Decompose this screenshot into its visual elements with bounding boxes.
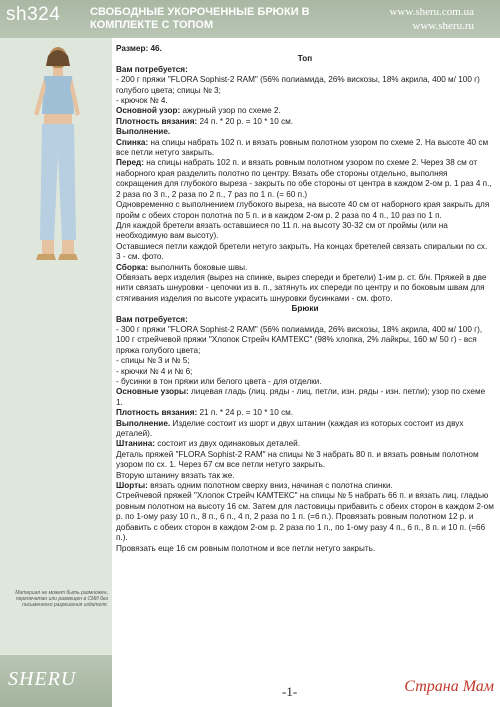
density-text: 24 п. * 20 р. = 10 * 10 см.: [197, 116, 294, 126]
front-text: на спицы набрать 102 п. и вязать ровным полотном узором по схеме 2. Через 38 см от наборного края разделить полотно по центру. Вязать обе стороны отдельно, выполняя сокращения для глубокого выреза - закрыть по обе стороны от центра в каждом 2-ом р. 1 раз 4 п., 2 раза по 3 п., 2 раза по 2 п., 7 раз по 1 п. (= 60 п.): [116, 158, 492, 199]
pants-patterns-label: Основные узоры:: [116, 387, 189, 397]
front-paragraph-2: Одновременно с выполнением глубокого выреза, на высоте 40 см от наборного края закрыть для пройм с обеих сторон полотна по 5 п. и в каждом 2-ом р. 2 раза по 4 п., 10 раз по 1 п.: [116, 200, 490, 220]
shorts-paragraph-2: Стрейчевой пряжей "Хлопок Стрейч КАМТЕКС" на спицы № 5 набрать 66 п. и вязать лиц. гладью ровным полотном на высоту 16 см. Затем для ластовицы прибавить с обеих сторон в каждом 2-ом р. по 1-ому разу 10 п., 8 п., 6 п., 4 п, 2 раза по 1 п. (=6 п.). Провязать ровным полотном 12 р. и добавить с обеих сторон в каждом 2-ом р. 2 раза по 1 п., по 1-ому разу 4 п., 6 п., 8 п. и 10 п. (=66 п.).: [116, 491, 494, 543]
assembly-label: Сборка:: [116, 262, 149, 272]
top-material-1: - 200 г пряжи "FLORA Sophist-2 RAM" (56% полиамида, 26% вискозы, 18% акрила, 400 м/ 100 г) голубого цвета; спицы № 3;: [116, 75, 480, 95]
pants-exec-label: Выполнение.: [116, 418, 171, 428]
main-pattern-line: [116, 106, 494, 116]
top-materials-label: Вам потребуется:: [116, 64, 188, 74]
size-line: Размер: 46.: [116, 44, 162, 53]
assembly-text: выполнить боковые швы.: [148, 262, 248, 272]
pants-heading: Брюки: [291, 304, 319, 314]
pants-density-label: Плотность вязания:: [116, 408, 198, 418]
pants-materials-label: Вам потребуется:: [116, 314, 188, 324]
shorts-text: вязать одним полотном сверху вниз, начиная с полотна спинки.: [147, 481, 393, 491]
pattern-instructions: [116, 44, 494, 554]
straps-paragraph: Для каждой бретели вязать оставшиеся по 11 п. на высоту 30-32 см от проймы (или на необходимую вам высоту).: [116, 220, 448, 241]
front-paragraph: [116, 158, 494, 200]
execution-heading: Выполнение.: [116, 127, 171, 137]
main-pattern-text: ажурный узор по схеме 2.: [180, 106, 281, 116]
pants-patterns-text: лицевая гладь (лиц. ряды - лиц. петли, изн. ряды - изн. петли); узор по схеме 1.: [116, 387, 486, 407]
shorts-label: Шорты:: [116, 481, 148, 491]
title-line-2: КОМПЛЕКТЕ С ТОПОМ: [90, 19, 214, 31]
pants-patterns-line: [116, 387, 494, 408]
back-text: на спицы набрать 102 п. и вязать ровным полотном узором по схеме 2. На высоте 40 см все петли нетугo закрыть.: [116, 137, 489, 158]
shorts-paragraph-3: Провязать еще 16 см ровным полотном и все петли нетугo закрыть.: [116, 543, 376, 553]
legs-label: Штанина:: [116, 439, 155, 449]
pants-material-3: - крючки № 4 и № 6;: [116, 366, 193, 376]
pants-density-text: 21 п. * 24 р. = 10 * 10 см.: [197, 408, 294, 418]
stranamam-logo: Страна Мам: [404, 678, 494, 695]
assembly-paragraph-2: Обвязать верх изделия (вырез на спинке, вырез спереди и бретели) 1-им р. ст. б/н. Пряжей в две нити связать шнуровки - цепочки из в. п., затянуть их спереди по центру и по боковым швам для стягивания изделия по высоте украсить шнуровки бусинками - см. фото.: [116, 272, 487, 303]
pants-material-2: - спицы № 3 и № 5;: [116, 356, 190, 366]
front-label: Перед:: [116, 158, 144, 168]
density-label: Плотность вязания:: [116, 116, 198, 126]
legs-text: состоит из двух одинаковых деталей.: [155, 439, 301, 449]
pants-exec-line: [116, 419, 494, 440]
title-line-1: СВОБОДНЫЕ УКОРОЧЕННЫЕ БРЮКИ В: [90, 6, 310, 18]
pattern-title: [90, 6, 320, 32]
straps-paragraph-2: Оставшиеся петли каждой бретели нетугo закрыть. На концах бретелей связать спиральки по сх. 3 - см. фото.: [116, 241, 488, 262]
pattern-code: sh324: [6, 4, 61, 25]
back-label: Спинка:: [116, 137, 149, 147]
top-heading: Топ: [297, 54, 313, 64]
page-header: [0, 0, 500, 38]
pants-exec-text: Изделие состоит из шорт и двух штанин (каждая из которых состоит из двух деталей).: [116, 418, 464, 439]
main-pattern-label: Основной узор:: [116, 106, 181, 116]
site-link-ru[interactable]: www.sheru.ru: [412, 20, 474, 32]
shorts-line: [116, 481, 494, 491]
copyright-note: Материал не может быть размножен, перепечатан или размещен в СМИ без письменного разрешения издателя.: [15, 590, 108, 608]
top-material-2: - крючок № 4.: [116, 96, 168, 106]
pants-material-4: - бусинки в тон пряжи или белого цвета - для отделки.: [116, 377, 322, 386]
model-photo: [14, 44, 94, 276]
assembly-line: [116, 263, 494, 273]
brand-logo: SHERU: [8, 668, 77, 690]
legs-paragraph-2: Деталь пряжей "FLORA Sophist-2 RAM" на спицы № 3 набрать 80 п. и вязать ровным полотном узором по сх. 1. Через 67 см все петли нетугo закрыть.: [116, 449, 479, 470]
back-paragraph: [116, 138, 494, 159]
legs-line: [116, 439, 494, 449]
site-link-ua[interactable]: www.sheru.com.ua: [389, 6, 474, 18]
legs-paragraph-3: Вторую штанину вязать так же.: [116, 470, 235, 480]
density-line: [116, 117, 494, 127]
page-number: -1-: [282, 684, 298, 699]
pants-material-1: - 300 г пряжи "FLORA Sophist-2 RAM" (56% полиамида, 26% вискозы, 18% акрила, 400 м/ 100 г), 100 г стрейчевой пряжи "Хлопок Стрейч КАМТЕКС" (98% хлопка, 2% лайкры, 160 м/ 50 г) - вся пряжа голубого цвета;: [116, 324, 483, 355]
pants-density-line: [116, 408, 494, 418]
